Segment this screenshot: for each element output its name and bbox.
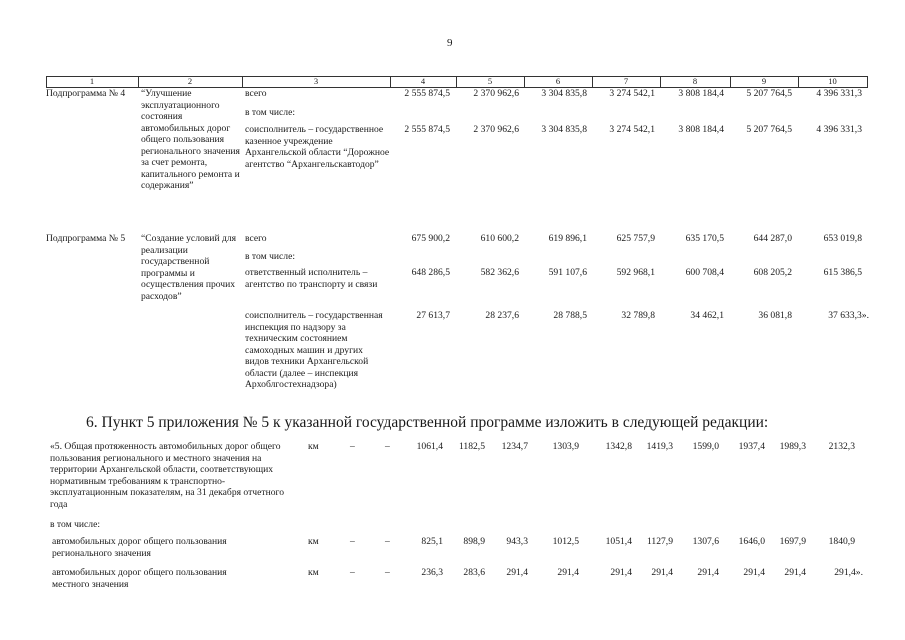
column-header: 3 (313, 76, 319, 86)
indicator-value: 1182,5 (458, 441, 485, 452)
indicator-value: 1051,4 (605, 536, 632, 547)
table-cell: 28 788,5 (553, 310, 587, 321)
indicator-value: 1307,6 (692, 536, 719, 547)
row-label: в том числе: (245, 107, 296, 118)
indicator-value: 1840,9 (828, 536, 855, 547)
indicator-value: 1646,0 (738, 536, 765, 547)
indicator-value: 291,4 (610, 567, 632, 578)
indicator-label: автомобильных дорог общего пользования местного значения (52, 567, 227, 590)
table-cell: 32 789,8 (621, 310, 655, 321)
indicator-unit: км (308, 567, 319, 578)
table-cell: 675 900,2 (411, 233, 450, 244)
indicator-value: 236,3 (421, 567, 443, 578)
column-header: 7 (623, 76, 629, 86)
table-cell: 619 896,1 (548, 233, 587, 244)
table-cell: 608 205,2 (753, 267, 792, 278)
row-label: всего (245, 233, 267, 244)
table-cell: 36 081,8 (758, 310, 792, 321)
table-cell: 3 808 184,4 (678, 88, 724, 99)
table-cell: 3 304 835,8 (541, 88, 587, 99)
indicator-value: 898,9 (463, 536, 485, 547)
indicator-value: 291,4 (697, 567, 719, 578)
indicator-subheading: в том числе: (50, 519, 101, 530)
indicator-value: 1234,7 (501, 441, 528, 452)
table-cell: 615 386,5 (823, 267, 862, 278)
table-cell: 2 370 962,6 (473, 88, 519, 99)
indicator-label: «5. Общая протяженность автомобильных дорог общего пользования регионального и местного значения на территории Архангельской области, соответствующих нормативным требованиям к транспортно-эксплуатационным показателям, на 31 декабря отчетного года (50, 441, 284, 510)
indicator-value: 291,4». (834, 567, 863, 578)
table-cell: 2 370 962,6 (473, 124, 519, 135)
subprogram-title: “Создание условий для реализации государственной программы и осуществления прочих расходов” (141, 233, 237, 302)
table-cell: 3 808 184,4 (678, 124, 724, 135)
indicator-unit: км (308, 441, 319, 452)
indicator-label: автомобильных дорог общего пользования регионального значения (52, 536, 227, 559)
table-cell: 4 396 331,3 (816, 124, 862, 135)
column-header: 5 (487, 76, 493, 86)
indicator-dash: – (350, 567, 355, 578)
indicator-dash: – (385, 536, 390, 547)
table-cell: 653 019,8 (823, 233, 862, 244)
indicator-dash: – (385, 567, 390, 578)
subprogram-name: Подпрограмма № 5 (46, 233, 126, 244)
column-header: 6 (555, 76, 561, 86)
table-cell: 34 462,1 (690, 310, 724, 321)
table-cell: 27 613,7 (416, 310, 450, 321)
table-cell: 582 362,6 (480, 267, 519, 278)
table-cell: 591 107,6 (548, 267, 587, 278)
table-cell: 610 600,2 (480, 233, 519, 244)
indicator-value: 943,3 (506, 536, 528, 547)
column-header: 10 (828, 76, 837, 86)
indicator-dash: – (350, 441, 355, 452)
table-cell: 5 207 764,5 (746, 124, 792, 135)
indicator-value: 291,4 (506, 567, 528, 578)
table-cell: 5 207 764,5 (746, 88, 792, 99)
table-cell: 635 170,5 (685, 233, 724, 244)
indicator-value: 1937,4 (738, 441, 765, 452)
table-cell: 4 396 331,3 (816, 88, 862, 99)
table-cell: 625 757,9 (616, 233, 655, 244)
row-label: соисполнитель – государственная инспекция по надзору за техническим состоянием самоходных машин и других видов техники Архангельской области (далее – инспекция Архоблгостехнадзора) (245, 310, 383, 390)
indicator-value: 2132,3 (828, 441, 855, 452)
page-number: 9 (447, 37, 453, 49)
column-header: 2 (187, 76, 193, 86)
column-header: 1 (89, 76, 95, 86)
row-label: соисполнитель – государственное казенное учреждение Архангельской области “Дорожное агентство “Архангельскавтодор” (245, 124, 390, 170)
indicator-unit: км (308, 536, 319, 547)
row-label: всего (245, 88, 267, 99)
table-cell: 3 274 542,1 (609, 124, 655, 135)
indicator-dash: – (385, 441, 390, 452)
column-header: 4 (420, 76, 426, 86)
indicator-dash: – (350, 536, 355, 547)
indicator-value: 825,1 (421, 536, 443, 547)
table-cell: 3 274 542,1 (609, 88, 655, 99)
table-cell: 37 633,3». (828, 310, 869, 321)
indicator-value: 1127,9 (646, 536, 673, 547)
table-cell: 3 304 835,8 (541, 124, 587, 135)
table-cell: 2 555 874,5 (404, 88, 450, 99)
indicator-value: 1342,8 (605, 441, 632, 452)
indicator-value: 1012,5 (552, 536, 579, 547)
indicator-value: 291,4 (651, 567, 673, 578)
row-label: в том числе: (245, 251, 296, 262)
indicator-value: 1061,4 (416, 441, 443, 452)
indicator-value: 283,6 (463, 567, 485, 578)
column-header: 8 (692, 76, 698, 86)
row-label: ответственный исполнитель – агентство по транспорту и связи (245, 267, 378, 290)
indicator-value: 1599,0 (692, 441, 719, 452)
subprogram-name: Подпрограмма № 4 (46, 88, 126, 99)
table-cell: 28 237,6 (485, 310, 519, 321)
indicator-value: 1419,3 (646, 441, 673, 452)
table-cell: 592 968,1 (616, 267, 655, 278)
table-cell: 648 286,5 (411, 267, 450, 278)
indicator-value: 291,4 (557, 567, 579, 578)
indicator-value: 1303,9 (552, 441, 579, 452)
table-cell: 600 708,4 (685, 267, 724, 278)
indicator-value: 291,4 (743, 567, 765, 578)
column-header: 9 (761, 76, 767, 86)
indicator-value: 1989,3 (779, 441, 806, 452)
table-cell: 644 287,0 (753, 233, 792, 244)
subprogram-title: “Улучшение эксплуатационного состояния автомобильных дорог общего пользования регионального значения за счет ремонта, капитального ремонта и содержания” (141, 88, 240, 191)
indicator-value: 1697,9 (779, 536, 806, 547)
table-cell: 2 555 874,5 (404, 124, 450, 135)
indicator-value: 291,4 (784, 567, 806, 578)
section-heading: 6. Пункт 5 приложения № 5 к указанной государственной программе изложить в следующей редакции: (86, 414, 769, 431)
